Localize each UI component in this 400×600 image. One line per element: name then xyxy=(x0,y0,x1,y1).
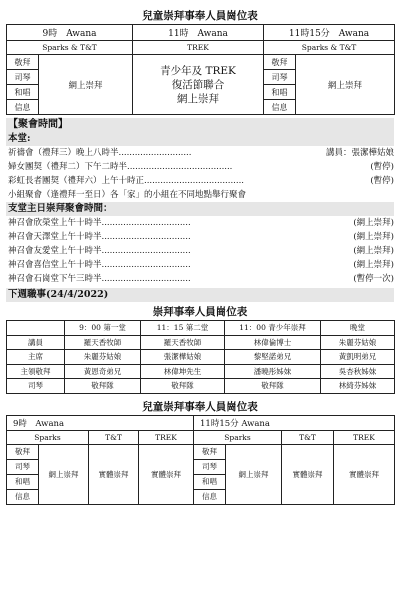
branch-heading: 支堂主日崇拜聚會時間： xyxy=(6,202,394,216)
next-week-title: 崇拜事奉人員崗位表 xyxy=(152,306,248,318)
branch-item-name: 神召會天澤堂上午十時半................................. xyxy=(8,232,191,242)
branch-item-name: 神召會友愛堂上午十時半................................. xyxy=(8,246,191,256)
sub-header: Sparks xyxy=(7,430,89,444)
branch-item xyxy=(6,258,394,272)
bottom-right-trek: 實體崇拜 xyxy=(334,444,395,504)
table-cell: 敬拜隊 xyxy=(141,379,225,394)
table-row xyxy=(7,350,395,365)
branch-item-note: (網上崇拜) xyxy=(353,232,394,242)
table-row xyxy=(7,379,395,394)
branch-item xyxy=(6,244,394,258)
table-cell: 黎堅諾弟兄 xyxy=(225,350,321,365)
sub-header: TREK xyxy=(139,430,194,444)
next-week-heading: 下週職事(24/4/2022) xyxy=(6,288,394,302)
top-col1-value: 網上崇拜 xyxy=(39,55,133,115)
branch-item-note: (網上崇拜) xyxy=(353,218,394,228)
table-cell: 潘曉彤姊妹 xyxy=(225,364,321,379)
sub-header: Sparks xyxy=(194,430,282,444)
bottom-left-trek: 實體崇拜 xyxy=(139,444,194,504)
role-label: 敬拜 xyxy=(7,444,39,459)
top-col2-value xyxy=(133,55,264,115)
row-label: 主領敬拜 xyxy=(7,364,65,379)
sub-header: T&T xyxy=(282,430,334,444)
table-cell: 吳杏秋姊妹 xyxy=(321,364,395,379)
branch-item xyxy=(6,272,394,286)
meeting-item-name: 祈禱會（禮拜三）晚上八時半........................... xyxy=(8,148,192,158)
sub-header: TREK xyxy=(334,430,395,444)
meeting-item-note: 講員：張潔樺姑娘 xyxy=(325,148,394,158)
role-label: 和唱 xyxy=(7,85,39,100)
bottom-left-sparks: 網上崇拜 xyxy=(39,444,89,504)
meeting-item-name: 婦女團契（禮拜二）下午二時半....................................... xyxy=(8,162,233,172)
role-label: 信息 xyxy=(264,100,296,115)
header-cell: 11：15 第二堂 xyxy=(141,321,225,336)
bottom-left-tt: 實體崇拜 xyxy=(89,444,139,504)
role-label: 司琴 xyxy=(194,459,226,474)
role-label: 司琴 xyxy=(7,459,39,474)
col2-line: 復活節聯合 xyxy=(171,78,225,91)
table-cell: 黃恩奇弟兄 xyxy=(65,364,141,379)
top-col3-value: 網上崇拜 xyxy=(296,55,395,115)
table-cell: 朱麗芬姑娘 xyxy=(65,350,141,365)
top-col2-sub: TREK xyxy=(133,41,264,55)
bottom-left-header: 9時 Awana xyxy=(7,415,194,430)
branch-item-name: 神召會喜信堂上午十時半................................. xyxy=(8,260,191,270)
meeting-item-note: (暫停) xyxy=(370,162,394,172)
role-label: 和唱 xyxy=(264,85,296,100)
table-cell: 黃凱明弟兄 xyxy=(321,350,395,365)
role-label: 敬拜 xyxy=(7,55,39,70)
bottom-roster-table xyxy=(6,415,395,505)
meeting-item-name: 小組聚會（逢禮拜一至日）各「家」的小組在不同地點舉行聚會 xyxy=(8,190,247,200)
role-label: 信息 xyxy=(7,100,39,115)
branch-item-note: (網上崇拜) xyxy=(353,260,394,270)
row-label: 主席 xyxy=(7,350,65,365)
header-cell: 9：00 第一堂 xyxy=(65,321,141,336)
table-cell: 羅天香牧師 xyxy=(65,335,141,350)
role-label: 敬拜 xyxy=(194,444,226,459)
meeting-item xyxy=(6,174,394,188)
table-row xyxy=(7,364,395,379)
top-col3-sub: Sparks & T&T xyxy=(264,41,395,55)
role-label: 敬拜 xyxy=(264,55,296,70)
branch-item-note: (網上崇拜) xyxy=(353,246,394,256)
role-label: 和唱 xyxy=(194,474,226,489)
row-label: 司琴 xyxy=(7,379,65,394)
top-roster-title: 兒童崇拜事奉人員崗位表 xyxy=(142,10,258,22)
col2-line: 青少年及 TREK xyxy=(160,64,236,77)
role-label: 信息 xyxy=(194,489,226,504)
table-row xyxy=(7,335,395,350)
meeting-item xyxy=(6,188,394,202)
sub-header: T&T xyxy=(89,430,139,444)
top-col3-header: 11時15分 Awana xyxy=(264,25,395,41)
header-cell: 11：00 青少年崇拜 xyxy=(225,321,321,336)
meeting-item xyxy=(6,146,394,160)
top-col1-sub: Sparks & T&T xyxy=(7,41,133,55)
col2-line: 網上崇拜 xyxy=(177,92,219,105)
header-cell: 晚堂 xyxy=(321,321,395,336)
meeting-item xyxy=(6,160,394,174)
next-week-table xyxy=(6,320,395,394)
role-label: 信息 xyxy=(7,489,39,504)
bottom-right-sparks: 網上崇拜 xyxy=(226,444,282,504)
branch-item-name: 神召會欣榮堂上午十時半................................. xyxy=(8,218,191,228)
main-church-heading: 本堂: xyxy=(6,132,394,146)
role-label: 司琴 xyxy=(7,70,39,85)
table-cell: 敬拜隊 xyxy=(65,379,141,394)
table-cell: 張潔樺姑娘 xyxy=(141,350,225,365)
meeting-item-name: 彩虹長者團契（禮拜六）上午十時正..................................... xyxy=(8,176,244,186)
row-label: 講員 xyxy=(7,335,65,350)
top-roster-table xyxy=(6,24,395,115)
meetings-heading: 【聚會時間】 xyxy=(6,118,394,132)
bottom-right-header: 11時15分 Awana xyxy=(194,415,395,430)
branch-item-name: 神召會石崗堂下午三時半................................. xyxy=(8,274,191,284)
header-cell xyxy=(7,321,65,336)
bottom-right-tt: 實體崇拜 xyxy=(282,444,334,504)
table-cell: 林偉倫博士 xyxy=(225,335,321,350)
branch-item-note: (暫停一次) xyxy=(353,274,394,284)
role-label: 和唱 xyxy=(7,474,39,489)
top-col1-header: 9時 Awana xyxy=(7,25,133,41)
bottom-roster-title: 兒童崇拜事奉人員崗位表 xyxy=(142,400,258,413)
meeting-item-note: (暫停) xyxy=(370,176,394,186)
branch-item xyxy=(6,230,394,244)
bulletin-page xyxy=(6,8,394,505)
table-cell: 敬拜隊 xyxy=(225,379,321,394)
role-label: 司琴 xyxy=(264,70,296,85)
table-cell: 林偉坤先生 xyxy=(141,364,225,379)
table-cell: 羅天香牧師 xyxy=(141,335,225,350)
table-cell: 林綺芬姊妹 xyxy=(321,379,395,394)
top-col2-header: 11時 Awana xyxy=(133,25,264,41)
branch-item xyxy=(6,216,394,230)
table-cell: 朱麗芬姑娘 xyxy=(321,335,395,350)
